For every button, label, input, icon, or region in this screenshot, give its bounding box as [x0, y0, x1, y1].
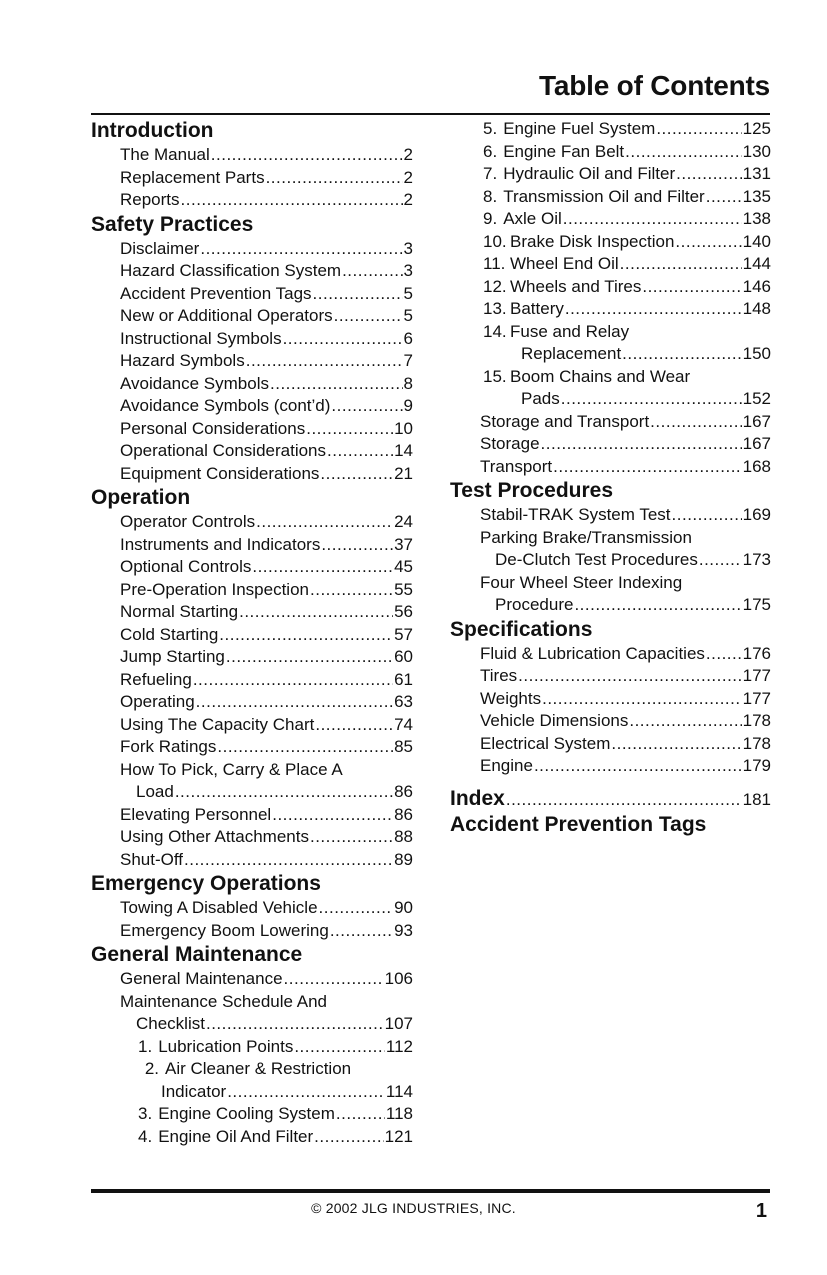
- toc-entry-label: Air Cleaner & Restriction: [165, 1059, 352, 1078]
- dot-leader: [175, 781, 393, 804]
- toc-entry-page: 63: [394, 692, 413, 711]
- toc-entry[interactable]: [91, 373, 413, 396]
- dot-leader: [629, 710, 741, 733]
- dot-leader: [217, 736, 393, 759]
- toc-entry-label: Operational Considerations: [120, 441, 327, 460]
- page-title: Table of Contents: [539, 70, 770, 101]
- toc-entry-page: 56: [394, 602, 413, 621]
- toc-entry-page: 5: [403, 306, 413, 325]
- toc-entry-label: Wheel End Oil: [510, 254, 619, 273]
- toc-entry-label: Optional Controls: [120, 557, 252, 576]
- toc-entry[interactable]: [450, 253, 771, 276]
- toc-entry-label: Procedure: [495, 595, 574, 614]
- toc-entry-label: Battery: [510, 299, 564, 318]
- toc-right-column: [450, 118, 771, 838]
- dot-leader: [334, 305, 403, 328]
- toc-entry-label: Hazard Symbols: [120, 351, 245, 370]
- toc-entry-page: 114: [385, 1081, 413, 1101]
- toc-entry[interactable]: [450, 298, 771, 321]
- toc-entry-page: 181: [742, 789, 771, 809]
- toc-section-accident-prevention-tags[interactable]: Accident Prevention Tags: [450, 812, 707, 836]
- toc-section-test-procedures[interactable]: Test Procedures: [450, 479, 614, 502]
- dot-leader: [239, 601, 393, 624]
- toc-entry-page: 3: [403, 238, 413, 258]
- toc-entry-page: 150: [742, 344, 771, 363]
- toc-entry[interactable]: [91, 144, 413, 167]
- dot-leader: [184, 849, 393, 872]
- toc-entry-page: 130: [742, 141, 771, 161]
- dot-leader: [331, 395, 402, 418]
- dot-leader: [611, 733, 741, 756]
- toc-entry[interactable]: [91, 1036, 413, 1059]
- toc-entry-page: 179: [742, 756, 771, 775]
- toc-entry-label: Axle Oil: [503, 209, 562, 228]
- toc-entry[interactable]: [450, 456, 771, 479]
- toc-entry[interactable]: [450, 343, 771, 366]
- dot-leader: [706, 643, 742, 666]
- toc-entry-number: 2.: [144, 1059, 159, 1078]
- toc-entry-page: 2: [403, 190, 413, 209]
- toc-entry-page: 61: [394, 669, 413, 689]
- dot-leader: [272, 804, 393, 827]
- dot-leader: [219, 624, 393, 647]
- toc-entry-page: 3: [403, 261, 413, 280]
- toc-entry-label: Jump Starting: [120, 647, 225, 666]
- dot-leader: [256, 511, 393, 534]
- toc-entry[interactable]: [91, 579, 413, 602]
- toc-entry-page: 140: [742, 231, 771, 251]
- toc-entry-label: Replacement: [521, 344, 622, 363]
- toc-entry[interactable]: [450, 786, 771, 812]
- toc-entry-label: Elevating Personnel: [120, 804, 272, 824]
- toc-entry[interactable]: [91, 897, 413, 920]
- dot-leader: [252, 556, 393, 579]
- dot-leader: [246, 350, 403, 373]
- dot-leader: [574, 594, 741, 617]
- toc-entry[interactable]: [450, 549, 771, 572]
- dot-leader: [534, 755, 742, 778]
- toc-entry-label: Personal Considerations: [120, 418, 306, 438]
- dot-leader: [314, 1126, 383, 1149]
- toc-entry[interactable]: [91, 601, 413, 624]
- toc-entry-label: Instruments and Indicators: [120, 534, 321, 554]
- toc-entry[interactable]: [91, 189, 413, 212]
- toc-entry-page: 176: [742, 643, 771, 663]
- dot-leader: [226, 646, 393, 669]
- dot-leader: [284, 968, 384, 991]
- toc-entry-label: Brake Disk Inspection: [510, 231, 675, 251]
- toc-entry-label: Boom Chains and Wear: [510, 366, 691, 386]
- toc-entry-label: Engine Oil And Filter: [158, 1126, 314, 1146]
- toc-entry[interactable]: [91, 511, 413, 534]
- toc-entry[interactable]: [91, 238, 413, 261]
- toc-entry-page: 86: [394, 782, 413, 801]
- toc-entry-label: Engine Cooling System: [158, 1104, 335, 1123]
- toc-entry-page: 178: [742, 733, 771, 753]
- toc-entry-label: Electrical System: [480, 733, 611, 753]
- toc-entry-page: 8: [403, 373, 413, 393]
- toc-entry[interactable]: [91, 1103, 413, 1126]
- dot-leader: [319, 897, 394, 920]
- toc-entry-label: Disclaimer: [120, 238, 200, 258]
- dot-leader: [310, 579, 393, 602]
- dot-leader: [706, 186, 742, 209]
- dot-leader: [642, 276, 741, 299]
- dot-leader: [656, 118, 741, 141]
- toc-entry-label: Load: [136, 782, 174, 801]
- dot-leader: [315, 714, 393, 737]
- dot-leader: [541, 433, 742, 456]
- toc-entry-label: Index: [450, 786, 505, 810]
- dot-leader: [306, 418, 393, 441]
- toc-entry[interactable]: [91, 440, 413, 463]
- toc-entry-label: Wheels and Tires: [510, 276, 642, 296]
- toc-entry-label: Engine Fuel System: [503, 119, 656, 138]
- toc-entry-label: Fuse and Relay: [510, 321, 630, 341]
- toc-entry-label: De-Clutch Test Procedures: [495, 550, 698, 569]
- toc-entry[interactable]: [450, 186, 771, 209]
- dot-leader: [622, 343, 741, 366]
- toc-entry-number: 13.: [483, 299, 507, 318]
- toc-entry-label: How To Pick, Carry & Place A: [120, 759, 343, 779]
- toc-entry-label: Hydraulic Oil and Filter: [503, 164, 676, 183]
- toc-entry[interactable]: [91, 418, 413, 441]
- copyright-notice: © 2002 JLG INDUSTRIES, INC.: [311, 1200, 516, 1216]
- toc-entry-number: 9.: [483, 209, 498, 228]
- toc-entry-label: Engine: [480, 756, 533, 775]
- toc-entry-label: Using The Capacity Chart: [120, 714, 315, 734]
- toc-entry-label: Indicator: [161, 1081, 227, 1101]
- toc-entry-number: 14.: [483, 321, 507, 341]
- toc-entry[interactable]: [91, 624, 413, 647]
- toc-entry-page: 74: [394, 714, 413, 734]
- toc-entry-label: Transmission Oil and Filter: [503, 186, 705, 206]
- toc-entry-label: Shut-Off: [120, 849, 183, 869]
- dot-leader: [313, 283, 403, 306]
- toc-entry-number: 3.: [138, 1104, 153, 1123]
- toc-entry-line: [91, 991, 413, 1014]
- toc-entry-page: 175: [742, 595, 771, 614]
- toc-entry-label: Stabil-TRAK System Test: [480, 505, 671, 524]
- toc-entry-page: 21: [394, 463, 413, 483]
- toc-entry[interactable]: [91, 646, 413, 669]
- toc-entry[interactable]: [91, 1081, 413, 1104]
- dot-leader: [676, 163, 741, 186]
- dot-leader: [336, 1103, 385, 1126]
- dot-leader: [206, 1013, 384, 1036]
- toc-entry-number: 1.: [138, 1036, 153, 1056]
- toc-entry-label: General Maintenance: [120, 969, 283, 988]
- toc-entry-page: 125: [742, 119, 771, 138]
- toc-entry-label: Fluid & Lubrication Capacities: [480, 643, 705, 663]
- toc-entry-label: Equipment Considerations: [120, 463, 320, 483]
- toc-entry[interactable]: [91, 968, 413, 991]
- toc-entry-label: Storage: [480, 434, 540, 453]
- toc-entry-label: Cold Starting: [120, 624, 219, 644]
- dot-leader: [699, 549, 742, 572]
- header-rule: [91, 113, 770, 115]
- toc-entry-line: [91, 759, 413, 782]
- toc-entry-page: 55: [394, 579, 413, 599]
- toc-entry-label: New or Additional Operators: [120, 306, 333, 325]
- toc-entry-label: Reports: [120, 190, 180, 209]
- toc-entry[interactable]: [450, 710, 771, 733]
- toc-entry-page: 93: [394, 920, 413, 940]
- toc-entry-label: Pads: [521, 389, 560, 408]
- toc-entry-page: 88: [394, 827, 413, 846]
- dot-leader: [565, 298, 742, 321]
- toc-entry-page: 135: [742, 186, 771, 206]
- toc-entry-page: 89: [394, 849, 413, 869]
- toc-entry-page: 152: [742, 389, 771, 408]
- toc-entry-page: 148: [742, 299, 771, 318]
- toc-entry[interactable]: [450, 733, 771, 756]
- toc-entry[interactable]: [450, 755, 771, 778]
- toc-entry-number: 8.: [483, 186, 498, 206]
- toc-entry-page: 168: [742, 456, 771, 476]
- toc-entry-line: [91, 1058, 413, 1081]
- dot-leader: [266, 167, 403, 190]
- dot-leader: [506, 787, 742, 813]
- dot-leader: [672, 504, 742, 527]
- toc-entry-number: 7.: [483, 164, 498, 183]
- toc-entry[interactable]: [91, 534, 413, 557]
- toc-entry-label: Operator Controls: [120, 512, 256, 531]
- toc-entry-page: 9: [403, 396, 413, 415]
- toc-entry-number: 11.: [483, 254, 506, 273]
- toc-entry-label: Towing A Disabled Vehicle: [120, 898, 318, 917]
- toc-section-general-maintenance[interactable]: General Maintenance: [91, 943, 303, 966]
- toc-entry-label: Refueling: [120, 669, 192, 689]
- toc-entry[interactable]: [91, 167, 413, 190]
- toc-entry[interactable]: [91, 305, 413, 328]
- toc-entry[interactable]: [450, 388, 771, 411]
- toc-entry-page: 144: [742, 254, 771, 273]
- dot-leader: [327, 440, 393, 463]
- toc-entry-page: 112: [385, 1036, 413, 1056]
- toc-section-introduction[interactable]: Introduction: [91, 119, 214, 142]
- toc-entry-page: 85: [394, 737, 413, 756]
- toc-entry-label: Emergency Boom Lowering: [120, 920, 329, 940]
- toc-entry-label: Operating: [120, 692, 195, 711]
- toc-entry[interactable]: [91, 781, 413, 804]
- toc-entry-label: Storage and Transport: [480, 411, 650, 431]
- dot-leader: [553, 456, 742, 479]
- toc-entry[interactable]: [91, 714, 413, 737]
- toc-entry-page: 2: [403, 167, 413, 187]
- toc-entry[interactable]: [91, 826, 413, 849]
- toc-entry-page: 2: [403, 145, 413, 164]
- toc-entry[interactable]: [91, 350, 413, 373]
- toc-entry-page: 167: [742, 434, 771, 453]
- toc-entry-page: 24: [394, 512, 413, 531]
- toc-entry[interactable]: [91, 283, 413, 306]
- toc-entry-page: 118: [385, 1104, 413, 1123]
- dot-leader: [211, 144, 403, 167]
- toc-left-column: [91, 118, 413, 1148]
- dot-leader: [321, 534, 393, 557]
- toc-entry[interactable]: [91, 463, 413, 486]
- dot-leader: [283, 328, 403, 351]
- dot-leader: [542, 688, 742, 711]
- toc-entry-page: 177: [742, 688, 771, 708]
- toc-entry-number: 6.: [483, 141, 498, 161]
- toc-entry-label: The Manual: [120, 145, 210, 164]
- toc-entry[interactable]: [450, 208, 771, 231]
- toc-entry-line: [450, 321, 771, 344]
- toc-entry-number: 10.: [483, 231, 507, 251]
- toc-entry-page: 45: [394, 557, 413, 576]
- dot-leader: [320, 463, 393, 486]
- toc-entry[interactable]: [91, 260, 413, 283]
- toc-entry[interactable]: [91, 691, 413, 714]
- dot-leader: [181, 189, 403, 212]
- toc-entry-label: Instructional Symbols: [120, 328, 282, 348]
- toc-entry-page: 7: [403, 351, 413, 370]
- toc-entry[interactable]: [450, 118, 771, 141]
- toc-entry-page: 138: [742, 209, 771, 228]
- footer-rule: [91, 1189, 770, 1193]
- toc-entry[interactable]: [450, 411, 771, 434]
- toc-entry-label: Lubrication Points: [158, 1036, 294, 1056]
- toc-entry-page: 37: [394, 534, 413, 554]
- toc-entry-number: 4.: [138, 1126, 153, 1146]
- toc-entry[interactable]: [450, 643, 771, 666]
- toc-entry-label: Avoidance Symbols (cont’d): [120, 396, 331, 415]
- toc-entry-label: Fork Ratings: [120, 737, 217, 756]
- toc-entry-page: 169: [742, 505, 771, 524]
- toc-entry-page: 146: [742, 276, 771, 296]
- toc-entry-label: Parking Brake/Transmission: [480, 527, 692, 547]
- toc-section-safety-practices[interactable]: Safety Practices: [91, 212, 254, 236]
- toc-entry-page: 177: [742, 666, 771, 685]
- toc-entry[interactable]: [450, 231, 771, 254]
- dot-leader: [227, 1081, 385, 1104]
- toc-entry-page: 90: [394, 898, 413, 917]
- toc-entry-page: 107: [384, 1014, 413, 1033]
- dot-leader: [625, 141, 741, 164]
- toc-entry-page: 5: [403, 283, 413, 303]
- toc-entry[interactable]: [91, 920, 413, 943]
- toc-entry-page: 178: [742, 711, 771, 730]
- toc-entry[interactable]: [450, 163, 771, 186]
- dot-leader: [294, 1036, 385, 1059]
- toc-entry-label: Hazard Classification System: [120, 261, 342, 280]
- dot-leader: [563, 208, 742, 231]
- toc-entry[interactable]: [450, 594, 771, 617]
- toc-entry-label: Normal Starting: [120, 602, 239, 621]
- toc-entry-page: 6: [403, 328, 413, 348]
- toc-entry-label: Avoidance Symbols: [120, 373, 269, 393]
- page-number: 1: [755, 1200, 767, 1222]
- toc-entry[interactable]: [91, 328, 413, 351]
- dot-leader: [330, 920, 393, 943]
- dot-leader: [200, 238, 402, 261]
- toc-entry-label: Using Other Attachments: [120, 827, 309, 846]
- dot-leader: [193, 669, 393, 692]
- toc-entry-page: 86: [394, 804, 413, 824]
- dot-leader: [518, 665, 741, 688]
- toc-entry[interactable]: [91, 849, 413, 872]
- toc-entry-label: Four Wheel Steer Indexing: [480, 572, 683, 592]
- toc-entry-label: Maintenance Schedule And: [120, 991, 327, 1011]
- toc-entry[interactable]: [450, 141, 771, 164]
- toc-entry-page: 121: [384, 1126, 413, 1146]
- toc-entry[interactable]: [450, 433, 771, 456]
- toc-entry-number: 5.: [483, 119, 498, 138]
- spacer: [450, 778, 771, 786]
- dot-leader: [650, 411, 741, 434]
- toc-entry-line: [450, 527, 771, 550]
- toc-entry[interactable]: [91, 804, 413, 827]
- toc-entry-line: [450, 366, 771, 389]
- toc-entry[interactable]: [450, 665, 771, 688]
- toc-entry[interactable]: [91, 556, 413, 579]
- toc-entry-label: Weights: [480, 688, 542, 708]
- toc-entry-label: Engine Fan Belt: [503, 141, 625, 161]
- toc-entry-page: 106: [384, 969, 413, 988]
- toc-entry-page: 131: [742, 164, 771, 183]
- toc-entry-page: 14: [394, 441, 413, 460]
- toc-entry-label: Replacement Parts: [120, 167, 265, 187]
- toc-entry-number: 15.: [483, 366, 507, 386]
- toc-entry-page: 60: [394, 647, 413, 666]
- dot-leader: [620, 253, 742, 276]
- toc-entry[interactable]: [450, 688, 771, 711]
- dot-leader: [675, 231, 741, 254]
- dot-leader: [196, 691, 393, 714]
- toc-entry[interactable]: [91, 395, 413, 418]
- toc-section-specifications[interactable]: Specifications: [450, 617, 593, 641]
- toc-entry[interactable]: [91, 736, 413, 759]
- toc-entry-label: Transport: [480, 456, 553, 476]
- toc-entry[interactable]: [91, 1013, 413, 1036]
- dot-leader: [561, 388, 742, 411]
- toc-entry-page: 173: [742, 550, 771, 569]
- toc-entry-page: 167: [742, 411, 771, 431]
- toc-section-emergency-operations[interactable]: Emergency Operations: [91, 872, 321, 895]
- dot-leader: [270, 373, 403, 396]
- dot-leader: [342, 260, 402, 283]
- dot-leader: [310, 826, 393, 849]
- toc-entry[interactable]: [91, 669, 413, 692]
- toc-entry-page: 10: [394, 418, 413, 438]
- toc-entry-label: Tires: [480, 666, 518, 685]
- toc-entry-label: Checklist: [136, 1014, 205, 1033]
- toc-entry-label: Accident Prevention Tags: [120, 283, 312, 303]
- toc-entry[interactable]: [91, 1126, 413, 1149]
- toc-section-operation[interactable]: Operation: [91, 486, 191, 509]
- toc-entry-label: Vehicle Dimensions: [480, 711, 629, 730]
- toc-entry[interactable]: [450, 504, 771, 527]
- toc-entry-page: 57: [394, 624, 413, 644]
- toc-entry-number: 12.: [483, 276, 507, 296]
- toc-entry-label: Pre-Operation Inspection: [120, 579, 309, 599]
- toc-entry[interactable]: [450, 276, 771, 299]
- toc-entry-line: [450, 572, 771, 595]
